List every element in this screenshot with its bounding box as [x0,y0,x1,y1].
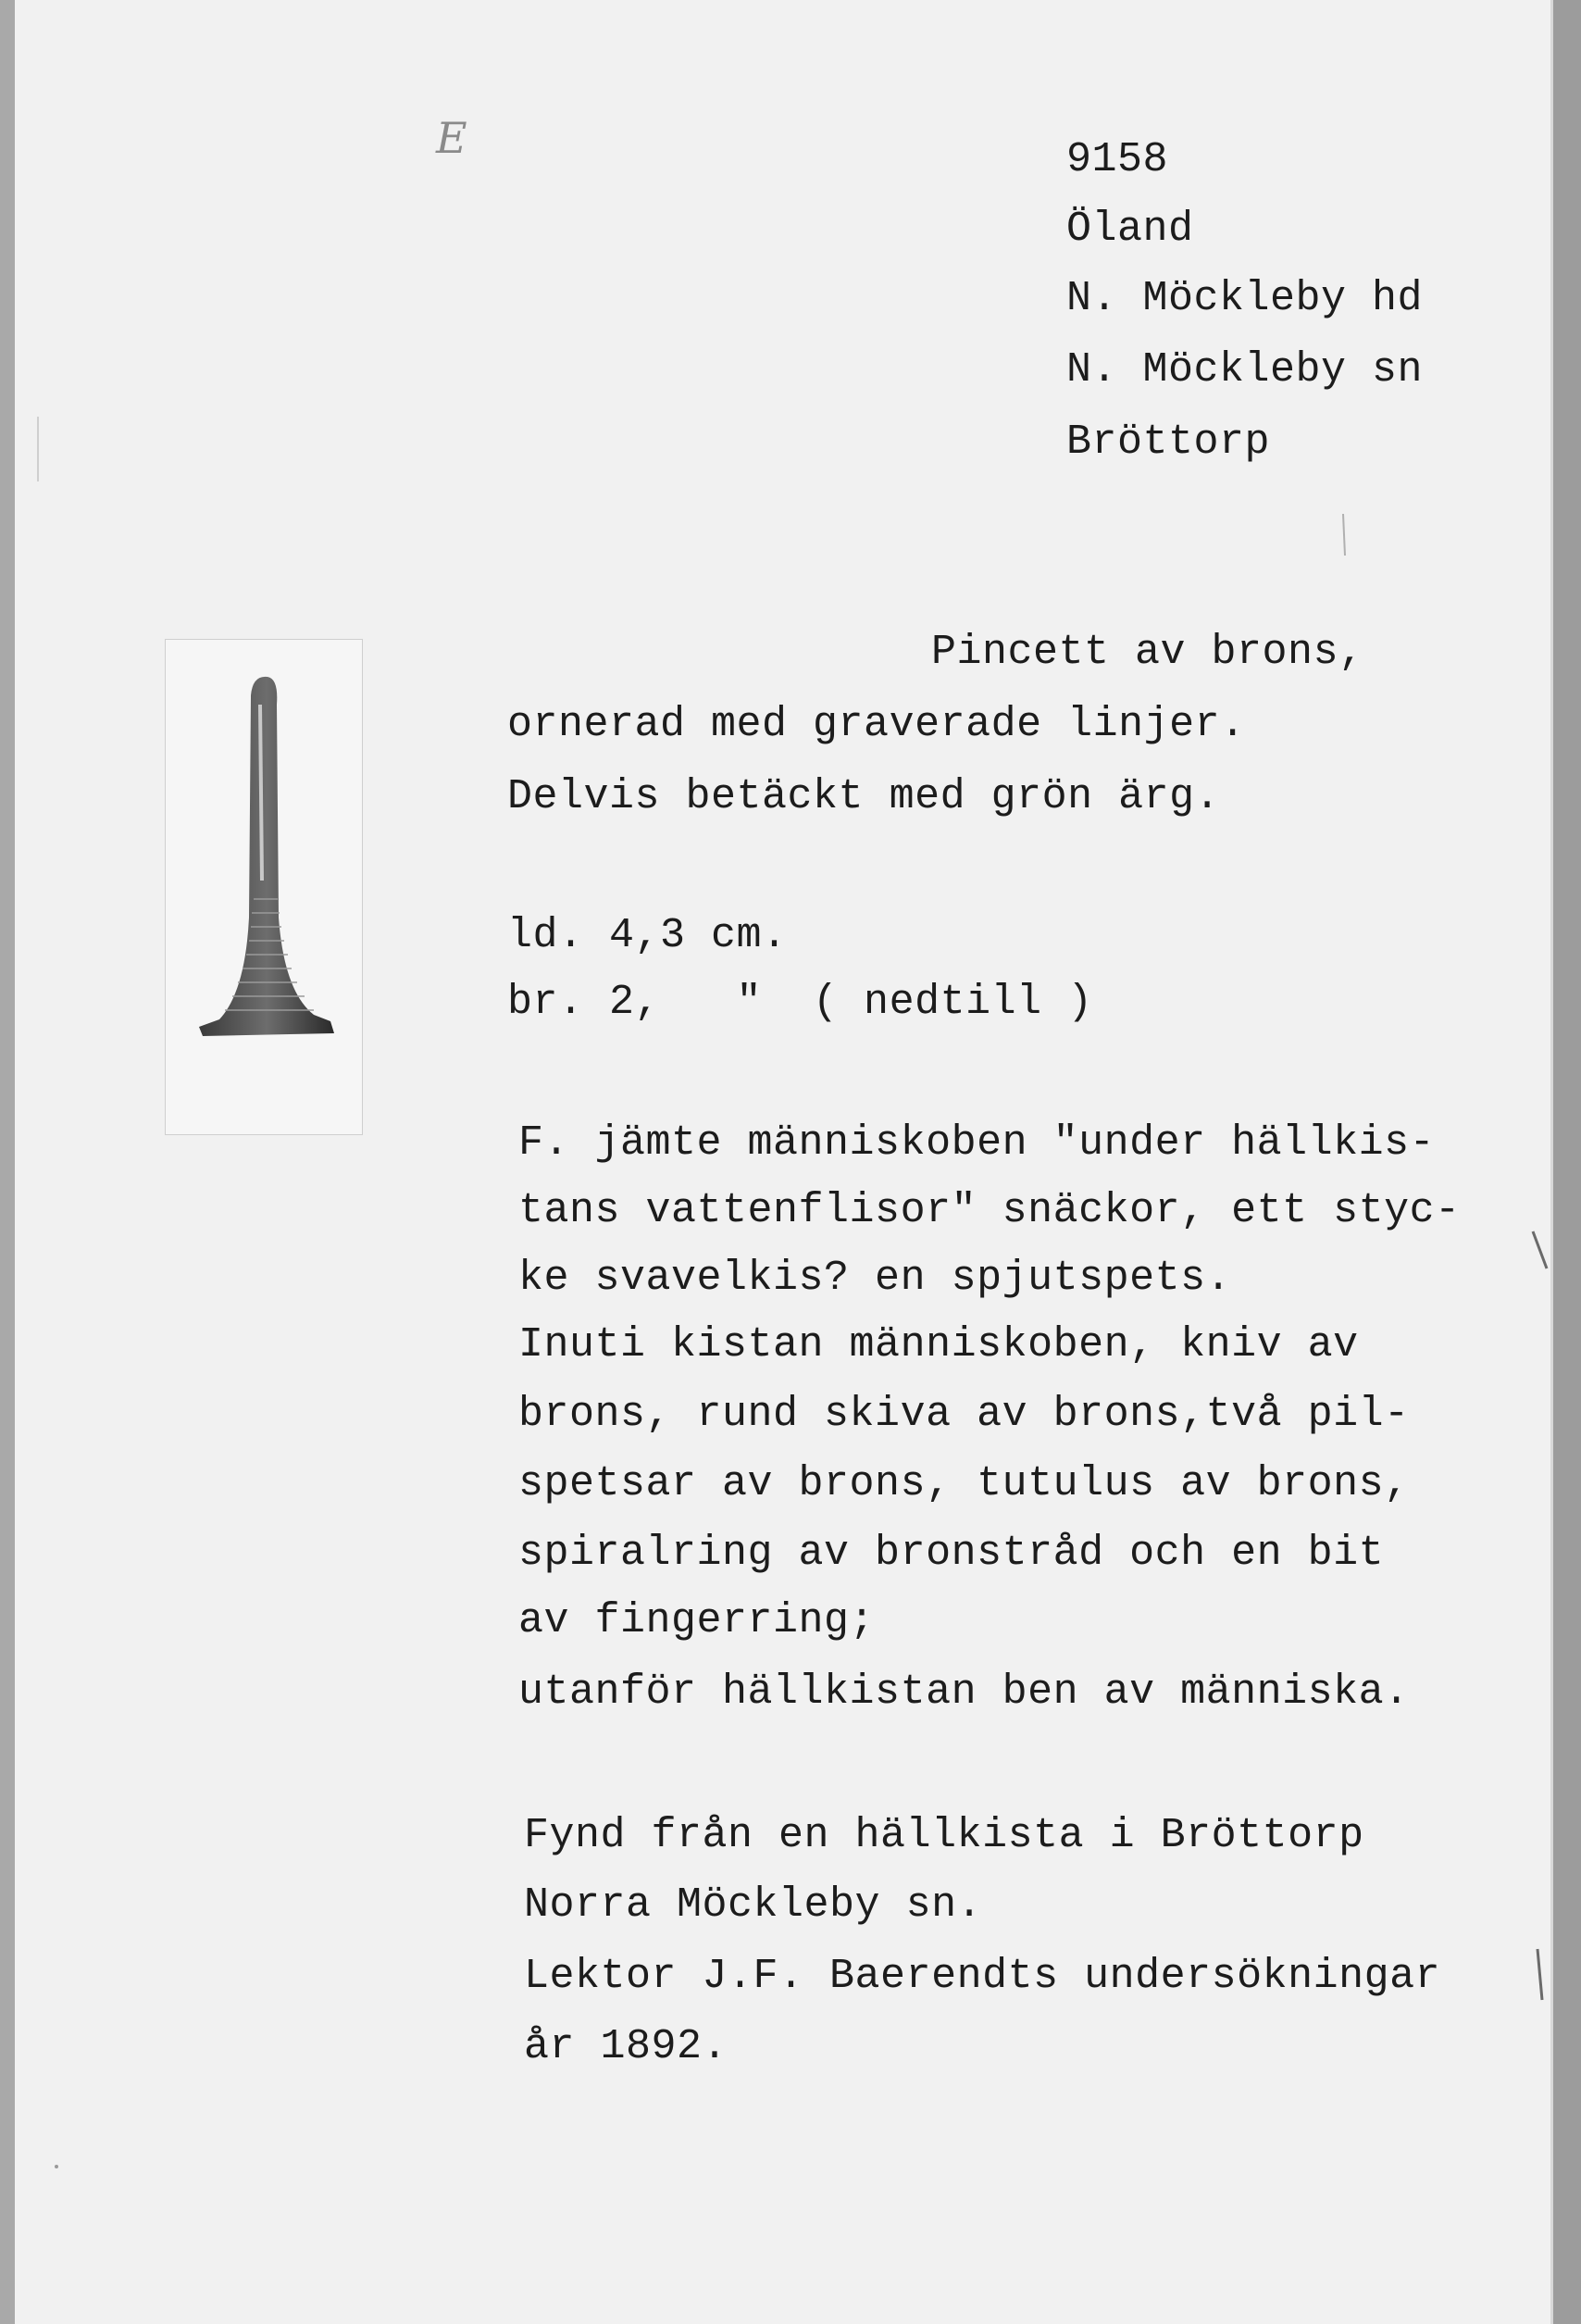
find-context-line: spetsar av brons, tutulus av brons, [518,1460,1410,1507]
find-context-line: F. jämte människoben "under hällkis- [518,1119,1436,1167]
background-strip [1553,0,1581,2324]
provenance-line: år 1892. [524,2023,728,2070]
find-context-line: av fingerring; [518,1597,876,1644]
description-line: ornerad med graverade linjer. [507,701,1246,748]
provenance-line: Lektor J.F. Baerendts undersökningar [524,1953,1441,2000]
find-context-line: utanför hällkistan ben av människa. [518,1668,1410,1716]
parish: N. Möckleby sn [1066,346,1424,394]
find-context-line: spiralring av bronstråd och en bit [518,1530,1385,1577]
handwritten-mark: E [436,113,467,163]
artifact-photo [165,639,363,1135]
find-context-line: Inuti kistan människoben, kniv av [518,1321,1359,1368]
hundred: N. Möckleby hd [1066,275,1424,322]
object-title: Pincett av brons, [931,629,1364,676]
province: Öland [1066,206,1194,253]
provenance-line: Fynd från en hällkista i Bröttorp [524,1812,1364,1859]
find-context-line: tans vattenflisor" snäckor, ett styc- [518,1187,1461,1234]
locality: Bröttorp [1066,419,1271,466]
catalog-card [15,0,1553,2324]
tweezers-image [166,640,362,1134]
catalog-number: 9158 [1066,136,1169,183]
find-context-line: ke svavelkis? en spjutspets. [518,1255,1232,1302]
provenance-line: Norra Möckleby sn. [524,1881,983,1929]
measurement-length: ld. 4,3 cm. [507,912,788,959]
description-line: Delvis betäckt med grön ärg. [507,773,1221,820]
find-context-line: brons, rund skiva av brons,två pil- [518,1391,1410,1438]
measurement-width: br. 2, " ( nedtill ) [507,979,1093,1026]
